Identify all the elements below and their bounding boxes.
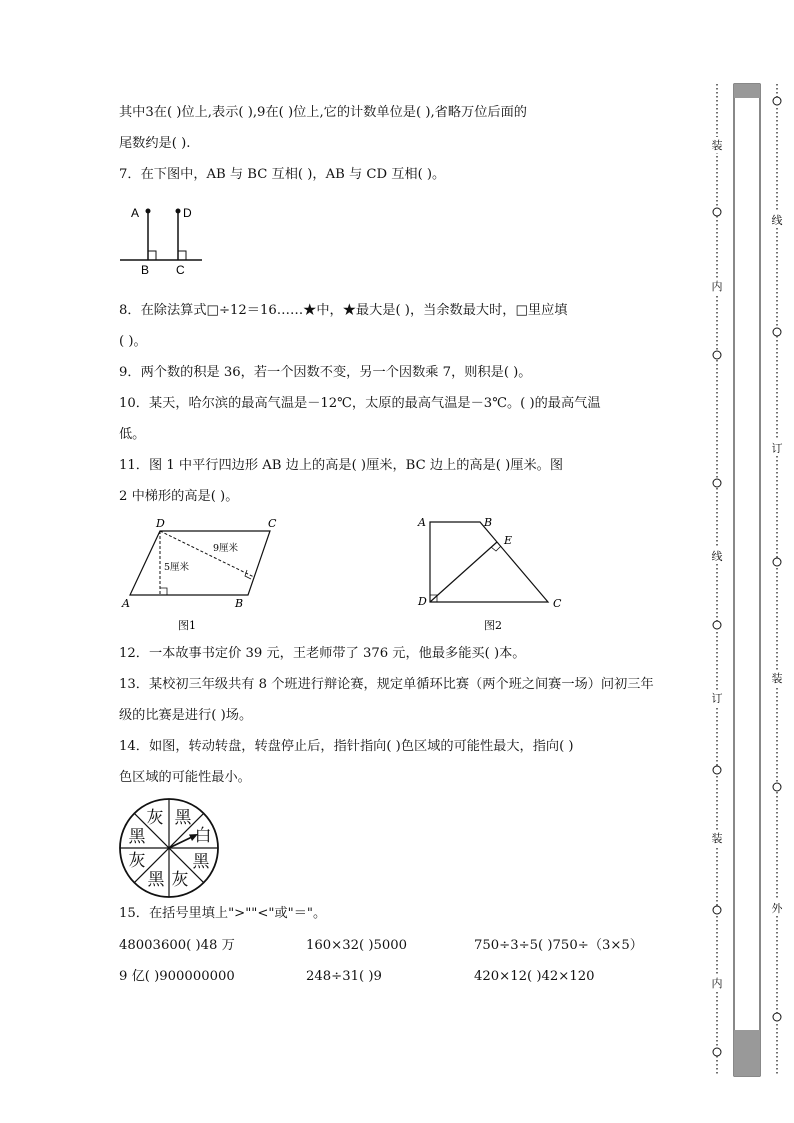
- sector-6: 灰: [128, 851, 146, 871]
- margin-text-outer-3: 外: [771, 902, 783, 915]
- q15-row2-item1: 9 亿( )900000000: [119, 969, 235, 984]
- question-15: 15．在括号里填上">""<"或"＝"。: [119, 906, 327, 921]
- length-9cm: 9厘米: [213, 543, 239, 554]
- margin-text-outer-0: 线: [771, 214, 783, 227]
- margin-text-inner-4: 装: [711, 832, 723, 845]
- q15-row1-item1: 48003600( )48 万: [119, 938, 235, 953]
- figure1-caption: 图1: [178, 619, 196, 632]
- label-a: A: [418, 516, 426, 529]
- binding-margin: [700, 82, 794, 1078]
- question-12: 12．一本故事书定价 39 元，王老师带了 376 元，他最多能买( )本。: [119, 646, 526, 661]
- margin-text-inner-3: 订: [711, 692, 723, 705]
- label-d: D: [156, 517, 165, 530]
- q11-figure1-parallelogram: [118, 515, 288, 637]
- label-c: C: [176, 263, 185, 277]
- margin-text-inner-1: 内: [711, 280, 723, 293]
- sector-4: 灰: [171, 870, 189, 890]
- q7-perpendicular-figure: [120, 200, 210, 280]
- q6-continuation-line2: 尾数约是( ).: [119, 136, 191, 151]
- label-e: E: [504, 534, 513, 547]
- q15-row2-item2: 248÷31( )9: [306, 969, 382, 984]
- question-13-line2: 级的比赛是进行( )场。: [119, 708, 253, 723]
- margin-text-inner-0: 装: [711, 139, 723, 152]
- sector-2: 白: [194, 826, 212, 846]
- q11-figure2-trapezoid: [412, 512, 572, 637]
- label-d: D: [418, 595, 427, 608]
- sector-7: 黑: [128, 827, 146, 847]
- figure2-caption: 图2: [484, 619, 502, 632]
- q15-row1-item2: 160×32( )5000: [306, 938, 408, 953]
- margin-text-outer-2: 装: [771, 672, 783, 685]
- margin-text-outer-1: 订: [771, 442, 783, 455]
- label-b: B: [484, 516, 493, 529]
- q15-row1-item3: 750÷3÷5( )750÷（3×5）: [474, 938, 643, 953]
- sector-3: 黑: [192, 852, 210, 872]
- question-9: 9．两个数的积是 36，若一个因数不变，另一个因数乘 7，则积是( )。: [119, 365, 532, 380]
- sector-0: 灰: [146, 808, 164, 828]
- question-14-line1: 14．如图，转动转盘，转盘停止后，指针指向( )色区域的可能性最大，指向( ): [119, 739, 574, 754]
- question-13-line1: 13．某校初三年级共有 8 个班进行辩论赛，规定单循环比赛（两个班之间赛一场）问初三年: [119, 677, 654, 692]
- sector-1: 黑: [174, 808, 192, 828]
- question-11-line1: 11．图 1 中平行四边形 AB 边上的高是( )厘米，BC 边上的高是( )厘米。图: [119, 458, 564, 473]
- question-7: 7．在下图中，AB 与 BC 互相( )，AB 与 CD 互相( )。: [119, 167, 446, 182]
- label-b: B: [235, 597, 244, 610]
- q6-continuation-line1: 其中3在( )位上,表示( ),9在( )位上,它的计数单位是( ),省略万位后面的: [119, 105, 527, 120]
- label-d: D: [183, 206, 192, 220]
- question-10-line2: 低。: [119, 427, 146, 442]
- label-c: C: [553, 597, 562, 610]
- margin-text-inner-5: 内: [711, 977, 723, 990]
- question-11-line2: 2 中梯形的高是( )。: [119, 489, 239, 504]
- question-10-line1: 10．某天，哈尔滨的最高气温是－12℃，太原的最高气温是－3℃。( )的最高气温: [119, 396, 601, 411]
- question-8-line1: 8．在除法算式□÷12＝16……★中，★最大是( )，当余数最大时，□里应填: [119, 303, 568, 318]
- label-a: A: [131, 206, 140, 220]
- label-c: C: [268, 517, 277, 530]
- question-8-line2: ( )。: [119, 334, 147, 349]
- margin-text-inner-2: 线: [711, 550, 723, 563]
- question-14-line2: 色区域的可能性最小。: [119, 770, 251, 785]
- length-5cm: 5厘米: [164, 562, 190, 573]
- sector-5: 黑: [147, 870, 165, 890]
- label-a: A: [122, 597, 130, 610]
- q15-row2-item3: 420×12( )42×120: [474, 969, 595, 984]
- q14-spinner: [118, 797, 220, 899]
- label-b: B: [141, 263, 150, 277]
